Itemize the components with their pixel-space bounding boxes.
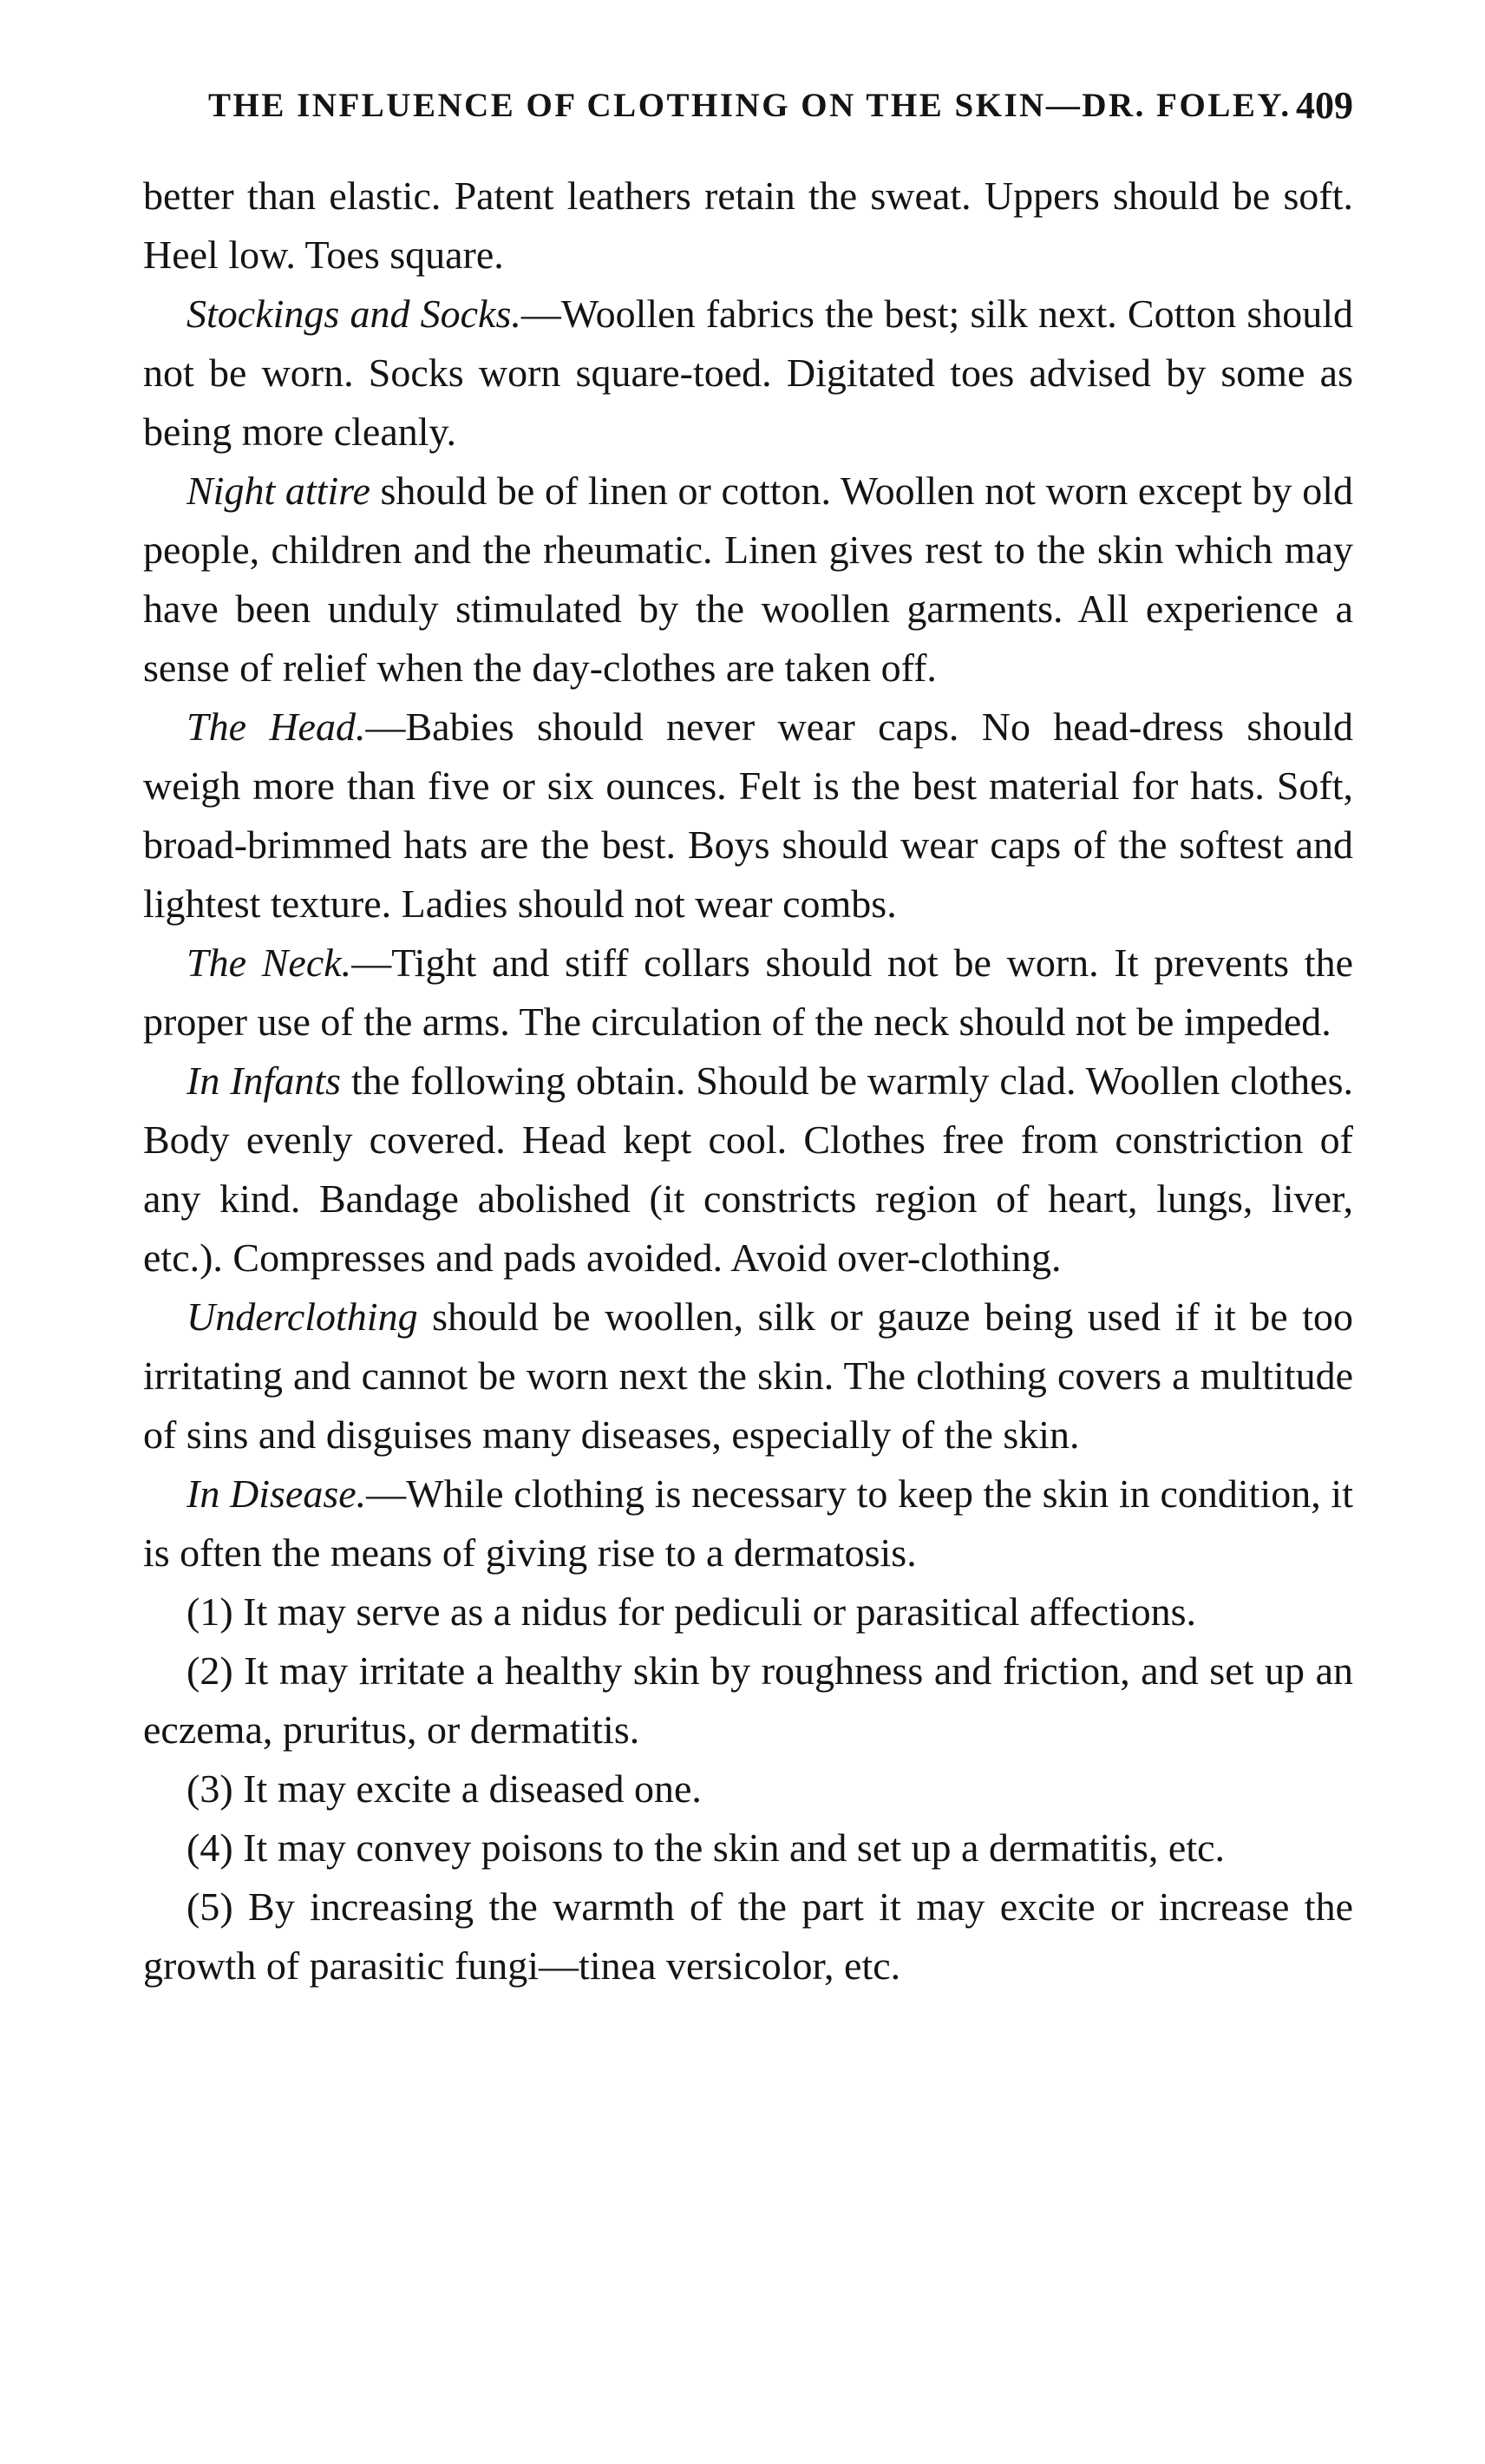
paragraph bbox=[143, 934, 1353, 1052]
paragraph-text: should be of linen or cotton. Woollen not worn except by old people, children and the rheumatic. Linen gives rest to the skin which may have been unduly stimulated by the woollen garments. All experience a sense of relief when the day-clothes are taken off. bbox=[143, 469, 1353, 690]
paragraph bbox=[143, 167, 1353, 285]
paragraph bbox=[143, 698, 1353, 934]
paragraph-lead: Night attire bbox=[186, 469, 370, 513]
body-text bbox=[143, 167, 1353, 1995]
paragraph-lead: The Head. bbox=[186, 704, 366, 749]
list-item: (5) By increasing the warmth of the part it may excite or increase the growth of parasitic fungi—tinea versicolor, etc. bbox=[143, 1884, 1353, 1988]
paragraph bbox=[143, 1052, 1353, 1288]
running-title: THE INFLUENCE OF CLOTHING ON THE SKIN—DR. FOLEY. bbox=[208, 87, 1292, 124]
list-item: (1) It may serve as a nidus for pediculi or parasitical affections. bbox=[186, 1589, 1197, 1634]
paragraph bbox=[143, 462, 1353, 698]
page-number: 409 bbox=[1296, 84, 1353, 127]
paragraph bbox=[143, 1465, 1353, 1583]
paragraph-lead: The Neck. bbox=[186, 940, 352, 985]
paragraph-text: should be woollen, silk or gauze being used if it be too irritating and cannot be worn next the skin. The clothing covers a multitude of sins and disguises many diseases, especially of the skin. bbox=[143, 1294, 1353, 1457]
paragraph-text: better than elastic. Patent leathers retain the sweat. Uppers should be soft. Heel low. Toes square. bbox=[143, 174, 1353, 277]
paragraph-lead: Stockings and Socks. bbox=[186, 292, 521, 336]
paragraph-lead: In Disease. bbox=[186, 1471, 367, 1516]
paragraph bbox=[143, 285, 1353, 462]
paragraph-text: the following obtain. Should be warmly clad. Woollen clothes. Body evenly covered. Head kept cool. Clothes free from constriction of any kind. Bandage abolished (it constricts region of heart, lungs, liver, etc.). Compresses and pads avoided. Avoid over-clothing. bbox=[143, 1058, 1353, 1280]
list-item: (2) It may irritate a healthy skin by roughness and friction, and set up an eczema, pruritus, or dermatitis. bbox=[143, 1648, 1353, 1752]
paragraph-text: —While clothing is necessary to keep the skin in condition, it is often the means of giving rise to a dermatosis. bbox=[143, 1471, 1353, 1575]
paragraph-lead: Underclothing bbox=[186, 1294, 418, 1339]
paragraph bbox=[143, 1288, 1353, 1465]
paragraph-text: —Woollen fabrics the best; silk next. Cotton should not be worn. Socks worn square-toed. Digitated toes advised by some as being more cleanly. bbox=[143, 292, 1353, 454]
running-head bbox=[143, 80, 1353, 132]
list-item: (4) It may convey poisons to the skin and set up a dermatitis, etc. bbox=[186, 1825, 1226, 1870]
paragraph-lead: In Infants bbox=[186, 1058, 342, 1103]
paragraph-text: —Babies should never wear caps. No head-dress should weigh more than five or six ounces. Felt is the best material for hats. Soft, broad-brimmed hats are the best. Boys should wear caps of the softest and lightest texture. Ladies should not wear combs. bbox=[143, 704, 1353, 926]
list-item: (3) It may excite a diseased one. bbox=[186, 1766, 702, 1811]
paragraph-text: —Tight and stiff collars should not be worn. It prevents the proper use of the arms. The circulation of the neck should not be impeded. bbox=[143, 940, 1354, 1044]
book-page bbox=[143, 80, 1353, 1995]
